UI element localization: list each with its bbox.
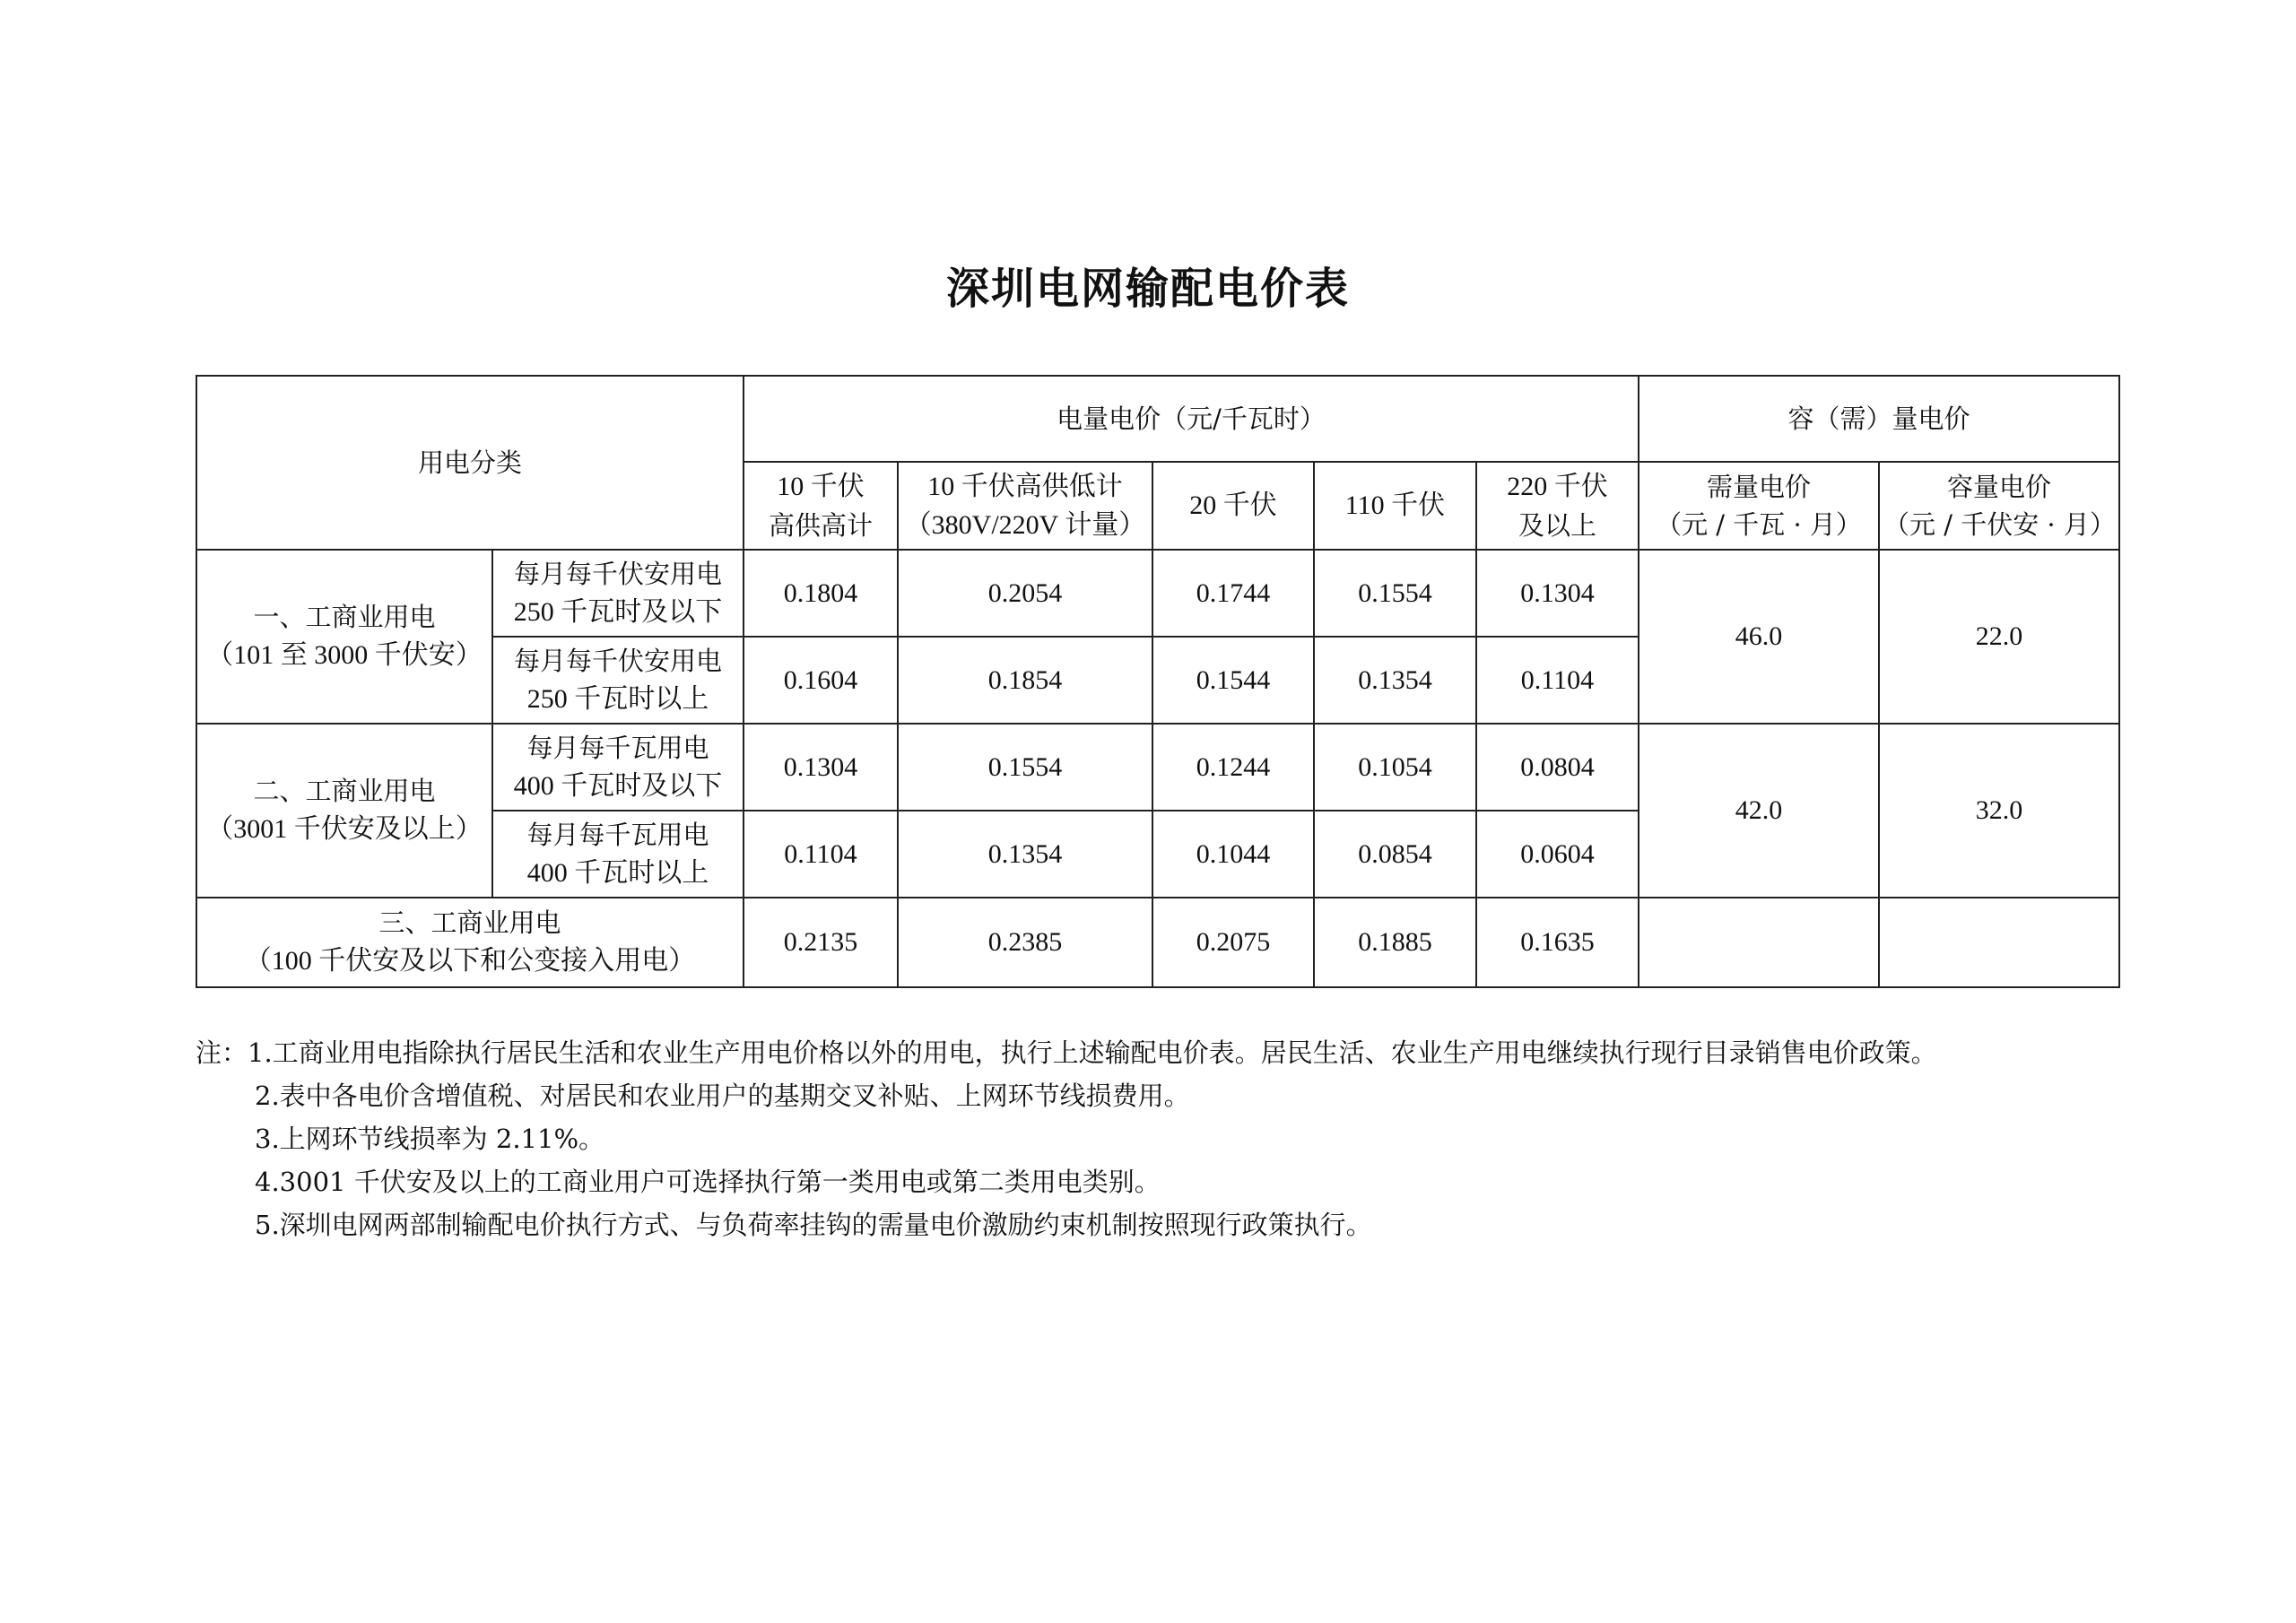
table-row	[196, 898, 2119, 987]
header-col-220kv: 220 千伏 及以上	[1476, 462, 1639, 550]
category-label: 一、工商业用电 （101 至 3000 千伏安）	[196, 550, 492, 724]
note-line: 2.表中各电价含增值税、对居民和农业用户的基期交叉补贴、上网环节线损费用。	[255, 1081, 1190, 1111]
price-cell: 0.1885	[1314, 898, 1476, 987]
demand-price-cell: 42.0	[1639, 724, 1879, 898]
subcategory-label: 每月每千瓦用电 400 千瓦时及以下	[492, 724, 744, 811]
capacity-price-cell	[1879, 898, 2119, 987]
price-cell: 0.1244	[1152, 724, 1314, 811]
price-cell: 0.1554	[898, 724, 1152, 811]
price-cell: 0.1304	[1476, 550, 1639, 637]
price-cell: 0.2075	[1152, 898, 1314, 987]
price-cell: 0.1635	[1476, 898, 1639, 987]
header-category: 用电分类	[196, 376, 744, 550]
price-cell: 0.1044	[1152, 811, 1314, 898]
price-cell: 0.1744	[1152, 550, 1314, 637]
capacity-price-cell: 22.0	[1879, 550, 2119, 724]
tariff-table	[196, 375, 2120, 988]
price-cell: 0.0604	[1476, 811, 1639, 898]
header-col-110kv: 110 千伏	[1314, 462, 1476, 550]
price-cell: 0.0854	[1314, 811, 1476, 898]
price-cell: 0.1804	[744, 550, 898, 637]
category-label: 三、工商业用电 （100 千伏安及以下和公变接入用电）	[196, 898, 744, 987]
header-row	[196, 376, 2119, 462]
table-row	[196, 550, 2119, 637]
price-cell: 0.1354	[1314, 637, 1476, 724]
price-cell: 0.1354	[898, 811, 1152, 898]
price-cell: 0.1104	[1476, 637, 1639, 724]
price-cell: 0.0804	[1476, 724, 1639, 811]
price-cell: 0.2135	[744, 898, 898, 987]
page-title: 深圳电网输配电价表	[945, 264, 1350, 314]
subcategory-label: 每月每千伏安用电 250 千瓦时以上	[492, 637, 744, 724]
price-cell: 0.1054	[1314, 724, 1476, 811]
note-line: 5.深圳电网两部制输配电价执行方式、与负荷率挂钩的需量电价激励约束机制按照现行政策执行。	[255, 1210, 1372, 1240]
note-line: 注：1.工商业用电指除执行居民生活和农业生产用电价格以外的用电，执行上述输配电价表。居民生活、农业生产用电继续执行现行目录销售电价政策。	[196, 1037, 1937, 1068]
notes-section	[196, 1031, 1937, 1246]
header-col-demand: 需量电价 （元 / 千瓦 · 月）	[1639, 462, 1879, 550]
category-label: 二、工商业用电 （3001 千伏安及以上）	[196, 724, 492, 898]
header-capacity-price: 容（需）量电价	[1639, 376, 2119, 462]
price-cell: 0.1604	[744, 637, 898, 724]
price-cell: 0.1104	[744, 811, 898, 898]
demand-price-cell: 46.0	[1639, 550, 1879, 724]
capacity-price-cell: 32.0	[1879, 724, 2119, 898]
header-col-20kv: 20 千伏	[1152, 462, 1314, 550]
price-cell: 0.2385	[898, 898, 1152, 987]
header-col-capacity: 容量电价 （元 / 千伏安 · 月）	[1879, 462, 2119, 550]
demand-price-cell	[1639, 898, 1879, 987]
subcategory-label: 每月每千伏安用电 250 千瓦时及以下	[492, 550, 744, 637]
header-col-10kv-high: 10 千伏 高供高计	[744, 462, 898, 550]
price-cell: 0.1304	[744, 724, 898, 811]
note-line: 3.上网环节线损率为 2.11%。	[255, 1124, 605, 1154]
table-row	[196, 724, 2119, 811]
price-cell: 0.1544	[1152, 637, 1314, 724]
price-cell: 0.2054	[898, 550, 1152, 637]
header-energy-price: 电量电价（元/千瓦时）	[744, 376, 1639, 462]
header-col-10kv-low: 10 千伏高供低计 （380V/220V 计量）	[898, 462, 1152, 550]
subcategory-label: 每月每千瓦用电 400 千瓦时以上	[492, 811, 744, 898]
note-line: 4.3001 千伏安及以上的工商业用户可选择执行第一类用电或第二类用电类别。	[255, 1167, 1161, 1197]
price-cell: 0.1554	[1314, 550, 1476, 637]
price-cell: 0.1854	[898, 637, 1152, 724]
